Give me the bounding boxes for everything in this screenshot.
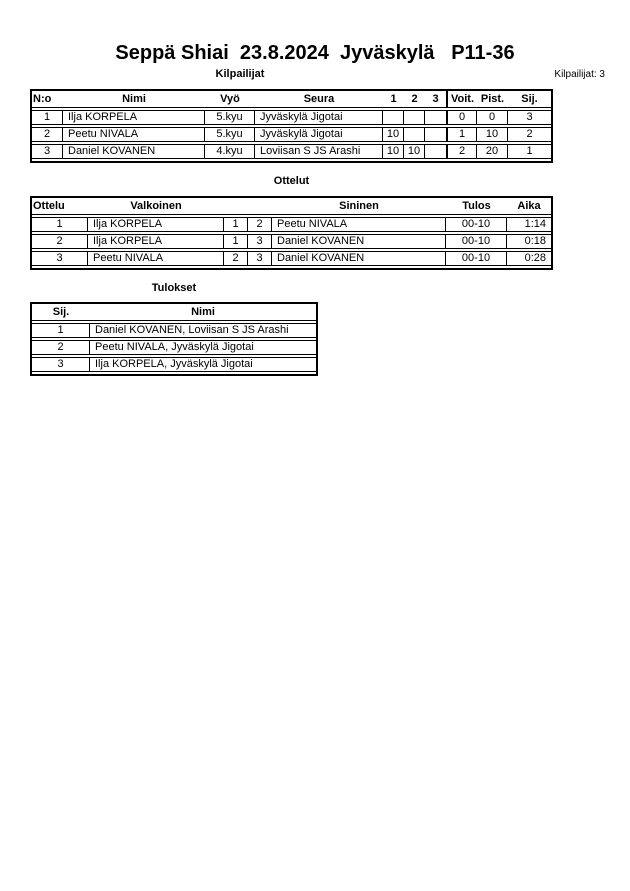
match1-score: 10 xyxy=(383,128,404,141)
competitor-wins: 2 xyxy=(446,145,477,158)
competitor-wins: 1 xyxy=(446,128,477,141)
col-header-belt: Vyö xyxy=(220,93,240,105)
blue-player: Daniel KOVANEN xyxy=(272,235,446,248)
col-header-no: N:o xyxy=(33,93,52,105)
matches-heading: Ottelut xyxy=(273,175,310,187)
col-header-match1: 1 xyxy=(390,93,397,105)
col-header-place: Sij. xyxy=(521,93,538,105)
col-header-blue: Sininen xyxy=(339,200,379,212)
competitor-club: Loviisan S JS Arashi xyxy=(255,145,383,158)
white-player-no: 1 xyxy=(224,218,248,231)
competitor-place: 2 xyxy=(526,128,533,140)
match1-score: 10 xyxy=(383,145,404,158)
competitor-row xyxy=(32,144,551,159)
competitor-belt: 4.kyu xyxy=(205,145,255,158)
match2-score: 10 xyxy=(404,145,425,158)
competitor-place: 1 xyxy=(526,145,533,157)
match-time: 1:14 xyxy=(524,218,546,230)
competitor-count-label: Kilpailijat: 3 xyxy=(554,69,605,80)
col-header-name: Nimi xyxy=(191,306,215,318)
col-header-white: Valkoinen xyxy=(130,200,182,212)
match3-score xyxy=(425,111,446,124)
white-player: Peetu NIVALA xyxy=(88,252,224,265)
match-result: 00-10 xyxy=(446,252,507,265)
col-header-match3: 3 xyxy=(432,93,439,105)
match-result: 00-10 xyxy=(446,235,507,248)
results-table xyxy=(30,302,318,376)
match-no: 2 xyxy=(32,235,88,248)
competitor-points: 10 xyxy=(477,128,508,141)
competitor-name: Peetu NIVALA xyxy=(63,128,205,141)
result-place: 3 xyxy=(32,358,90,371)
white-player: Ilja KORPELA xyxy=(88,235,224,248)
competitor-belt: 5.kyu xyxy=(205,111,255,124)
competitors-table xyxy=(30,89,553,163)
result-row xyxy=(32,323,316,338)
result-name: Peetu NIVALA, Jyväskylä Jigotai xyxy=(95,341,254,353)
col-header-match2: 2 xyxy=(411,93,418,105)
match3-score xyxy=(425,145,446,158)
col-header-result: Tulos xyxy=(462,200,491,212)
competitor-no: 2 xyxy=(32,128,63,141)
competitor-row xyxy=(32,110,551,125)
col-header-points: Pist. xyxy=(480,93,505,105)
blue-player-no: 3 xyxy=(248,235,272,248)
match-row xyxy=(32,217,551,232)
competitors-table-header xyxy=(32,91,551,108)
result-name: Daniel KOVANEN, Loviisan S JS Arashi xyxy=(95,324,289,336)
result-place: 1 xyxy=(32,324,90,337)
match2-score xyxy=(404,128,425,141)
results-heading: Tulokset xyxy=(151,282,197,294)
match1-score xyxy=(383,111,404,124)
match-row xyxy=(32,251,551,266)
match-row xyxy=(32,234,551,249)
match3-score xyxy=(425,128,446,141)
competitors-heading: Kilpailijat xyxy=(215,68,265,80)
blue-player-no: 2 xyxy=(248,218,272,231)
match2-score xyxy=(404,111,425,124)
result-row xyxy=(32,357,316,372)
matches-table xyxy=(30,196,553,270)
white-player-no: 2 xyxy=(224,252,248,265)
competitor-name: Daniel KOVANEN xyxy=(63,145,205,158)
competitor-points: 20 xyxy=(477,145,508,158)
competitor-belt: 5.kyu xyxy=(205,128,255,141)
competitor-place: 3 xyxy=(526,111,533,123)
blue-player-no: 3 xyxy=(248,252,272,265)
match-time: 0:18 xyxy=(524,235,546,247)
competitor-wins: 0 xyxy=(446,111,477,124)
result-row xyxy=(32,340,316,355)
col-header-match-no: Ottelu xyxy=(33,200,65,212)
col-header-club: Seura xyxy=(303,93,335,105)
results-table-header xyxy=(32,304,316,321)
competitor-row xyxy=(32,127,551,142)
competitor-no: 3 xyxy=(32,145,63,158)
result-place: 2 xyxy=(32,341,90,354)
match-no: 1 xyxy=(32,218,88,231)
col-header-time: Aika xyxy=(517,200,541,212)
col-header-place: Sij. xyxy=(52,306,70,318)
matches-table-header xyxy=(32,198,551,215)
match-result: 00-10 xyxy=(446,218,507,231)
match-time: 0:28 xyxy=(524,252,546,264)
competitor-club: Jyväskylä Jigotai xyxy=(255,111,383,124)
competitor-club: Jyväskylä Jigotai xyxy=(255,128,383,141)
col-header-name: Nimi xyxy=(122,93,146,105)
white-player: Ilja KORPELA xyxy=(88,218,224,231)
match-no: 3 xyxy=(32,252,88,265)
competitor-name: Ilja KORPELA xyxy=(63,111,205,124)
page-title: Seppä Shiai 23.8.2024 Jyväskylä P11-36 xyxy=(115,42,515,64)
blue-player: Peetu NIVALA xyxy=(272,218,446,231)
blue-player: Daniel KOVANEN xyxy=(272,252,446,265)
col-header-white-no xyxy=(224,198,248,214)
competitor-no: 1 xyxy=(32,111,63,124)
competitor-points: 0 xyxy=(477,111,508,124)
col-header-blue-no xyxy=(248,198,272,214)
result-name: Ilja KORPELA, Jyväskylä Jigotai xyxy=(95,358,253,370)
col-header-wins: Voit. xyxy=(446,91,477,107)
white-player-no: 1 xyxy=(224,235,248,248)
